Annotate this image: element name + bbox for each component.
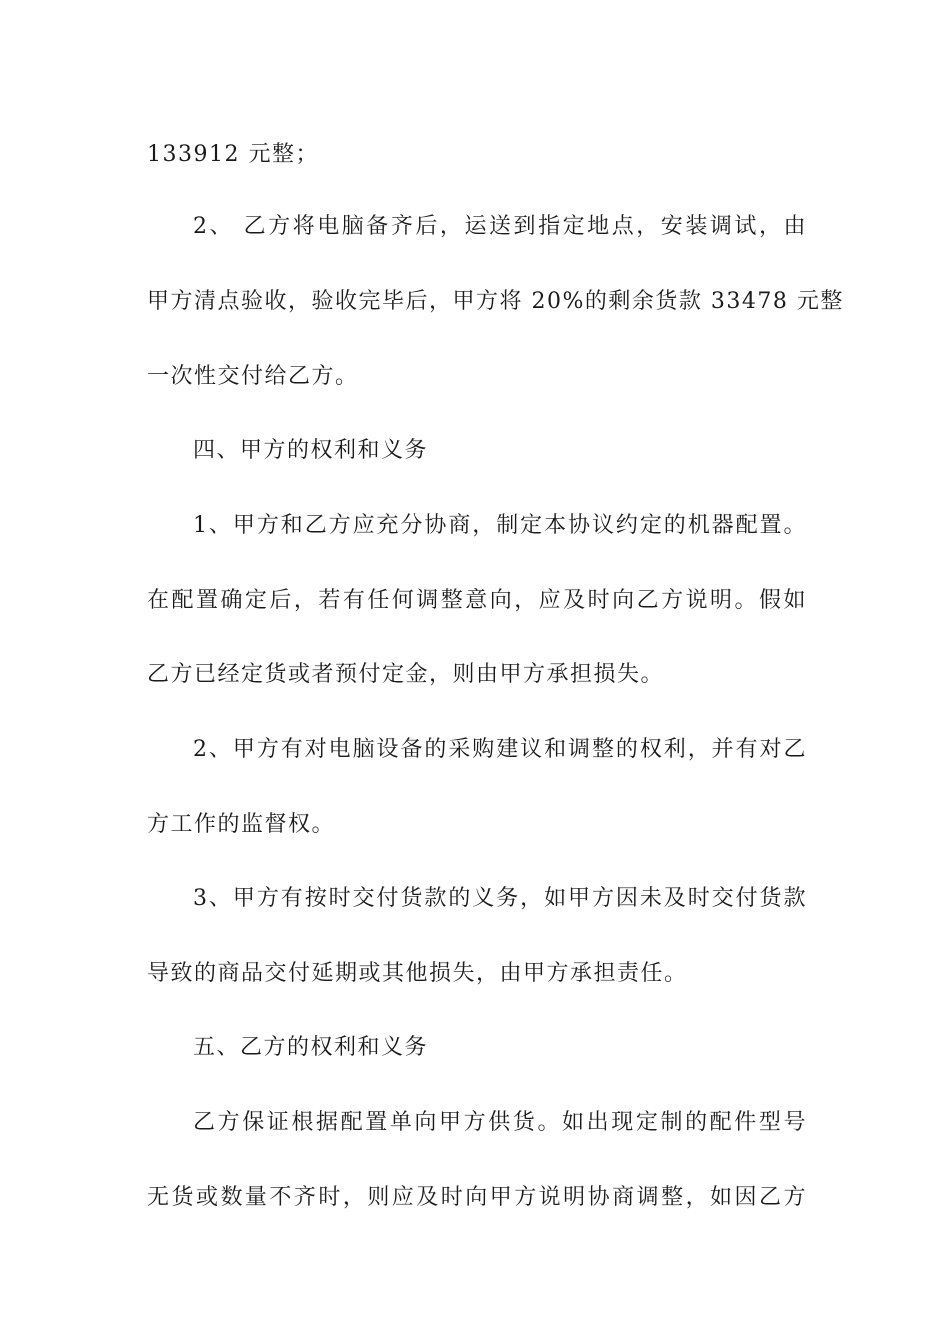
section-heading-5: 五、乙方的权利和义务 (193, 1035, 429, 1060)
text-line-7: 在配置确定后，若有任何调整意向，应及时向乙方说明。假如 (147, 588, 807, 613)
text-line-1: 133912 元整； (147, 142, 319, 167)
text-line-12: 导致的商品交付延期或其他损失，由甲方承担责任。 (147, 961, 688, 986)
text-line-11: 3、甲方有按时交付货款的义务，如甲方因未及时交付货款 (193, 886, 807, 911)
text-line-8: 乙方已经定货或者预付定金，则由甲方承担损失。 (147, 662, 665, 687)
text-line-4: 一次性交付给乙方。 (147, 364, 359, 389)
text-line-9: 2、甲方有对电脑设备的采购建议和调整的权利，并有对乙 (193, 737, 807, 762)
section-heading-4: 四、甲方的权利和义务 (193, 438, 429, 463)
text-line-3: 甲方清点验收，验收完毕后，甲方将 20%的剩余货款 33478 元整 (147, 289, 844, 314)
text-line-6: 1、甲方和乙方应充分协商，制定本协议约定的机器配置。 (193, 513, 807, 538)
text-line-10: 方工作的监督权。 (147, 812, 336, 837)
text-line-14: 乙方保证根据配置单向甲方供货。如出现定制的配件型号 (193, 1110, 807, 1135)
text-line-15: 无货或数量不齐时，则应及时向甲方说明协商调整，如因乙方 (147, 1185, 807, 1210)
text-line-2: 2、 乙方将电脑备齐后，运送到指定地点，安装调试，由 (193, 214, 807, 239)
